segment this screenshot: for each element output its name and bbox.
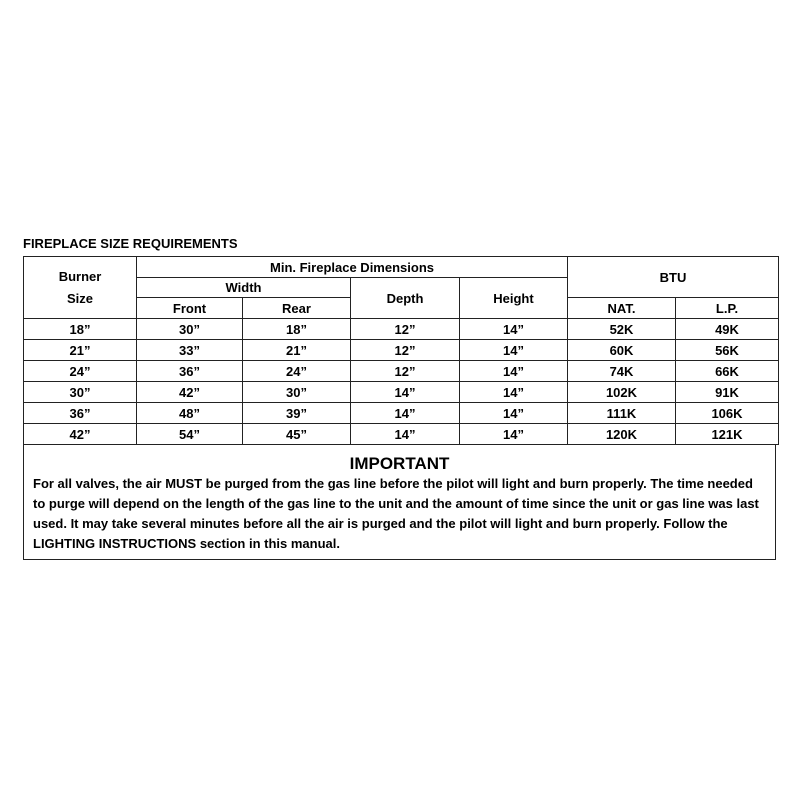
table-row — [24, 361, 779, 382]
lp-cell: 49K — [676, 319, 779, 340]
height-cell: 14” — [460, 319, 568, 340]
rear-cell: 21” — [243, 340, 351, 361]
front-cell: 54” — [137, 424, 243, 445]
front-cell: 30” — [137, 319, 243, 340]
fireplace-size-table — [23, 256, 779, 445]
depth-cell: 14” — [351, 424, 460, 445]
height-cell: 14” — [460, 382, 568, 403]
rear-cell: 24” — [243, 361, 351, 382]
burner-cell: 42” — [24, 424, 137, 445]
nat-cell: 120K — [568, 424, 676, 445]
front-cell: 36” — [137, 361, 243, 382]
front-cell: 42” — [137, 382, 243, 403]
front-cell: 48” — [137, 403, 243, 424]
table-row — [24, 424, 779, 445]
front-cell: 33” — [137, 340, 243, 361]
height-cell: 14” — [460, 340, 568, 361]
lp-cell: 121K — [676, 424, 779, 445]
depth-cell: 12” — [351, 319, 460, 340]
burner-cell: 24” — [24, 361, 137, 382]
burner-cell: 36” — [24, 403, 137, 424]
nat-cell: 52K — [568, 319, 676, 340]
table-row — [24, 340, 779, 361]
burner-size-header-line2: Size — [66, 291, 93, 306]
lp-cell: 66K — [676, 361, 779, 382]
height-cell: 14” — [460, 424, 568, 445]
nat-cell: 111K — [568, 403, 676, 424]
depth-cell: 14” — [351, 403, 460, 424]
lp-cell: 91K — [676, 382, 779, 403]
rear-cell: 18” — [243, 319, 351, 340]
table-row — [24, 382, 779, 403]
notice-title: IMPORTANT — [349, 454, 450, 473]
rear-cell: 30” — [243, 382, 351, 403]
rear-cell: 45” — [243, 424, 351, 445]
lp-cell: 106K — [676, 403, 779, 424]
nat-cell: 102K — [568, 382, 676, 403]
burner-cell: 30” — [24, 382, 137, 403]
nat-cell: 60K — [568, 340, 676, 361]
height-cell: 14” — [460, 403, 568, 424]
nat-header: NAT. — [568, 298, 676, 319]
burner-cell: 18” — [24, 319, 137, 340]
min-dimensions-header: Min. Fireplace Dimensions — [137, 257, 568, 278]
nat-cell: 74K — [568, 361, 676, 382]
front-header: Front — [137, 298, 243, 319]
lp-header: L.P. — [676, 298, 779, 319]
table-row — [24, 319, 779, 340]
burner-size-header-line1: Burner — [58, 269, 102, 284]
depth-cell: 12” — [351, 340, 460, 361]
btu-header: BTU — [568, 257, 779, 298]
width-header: Width — [137, 278, 351, 298]
burner-size-header — [24, 257, 137, 319]
height-header: Height — [460, 278, 568, 319]
rear-cell: 39” — [243, 403, 351, 424]
burner-cell: 21” — [24, 340, 137, 361]
height-cell: 14” — [460, 361, 568, 382]
page-heading: FIREPLACE SIZE REQUIREMENTS — [23, 236, 238, 251]
rear-header: Rear — [243, 298, 351, 319]
notice-body: For all valves, the air MUST be purged from the gas line before the pilot will light and burn properly. The time needed to purge will depend on the length of the gas line to the unit and the amount of time since the unit or gas line was last used. It may take several minutes before all the air is purged and the pilot will light and burn properly. Follow the LIGHTING INSTRUCTIONS section in this manual. — [33, 476, 759, 551]
important-notice — [23, 444, 776, 560]
table-row — [24, 403, 779, 424]
depth-header: Depth — [351, 278, 460, 319]
depth-cell: 12” — [351, 361, 460, 382]
lp-cell: 56K — [676, 340, 779, 361]
depth-cell: 14” — [351, 382, 460, 403]
